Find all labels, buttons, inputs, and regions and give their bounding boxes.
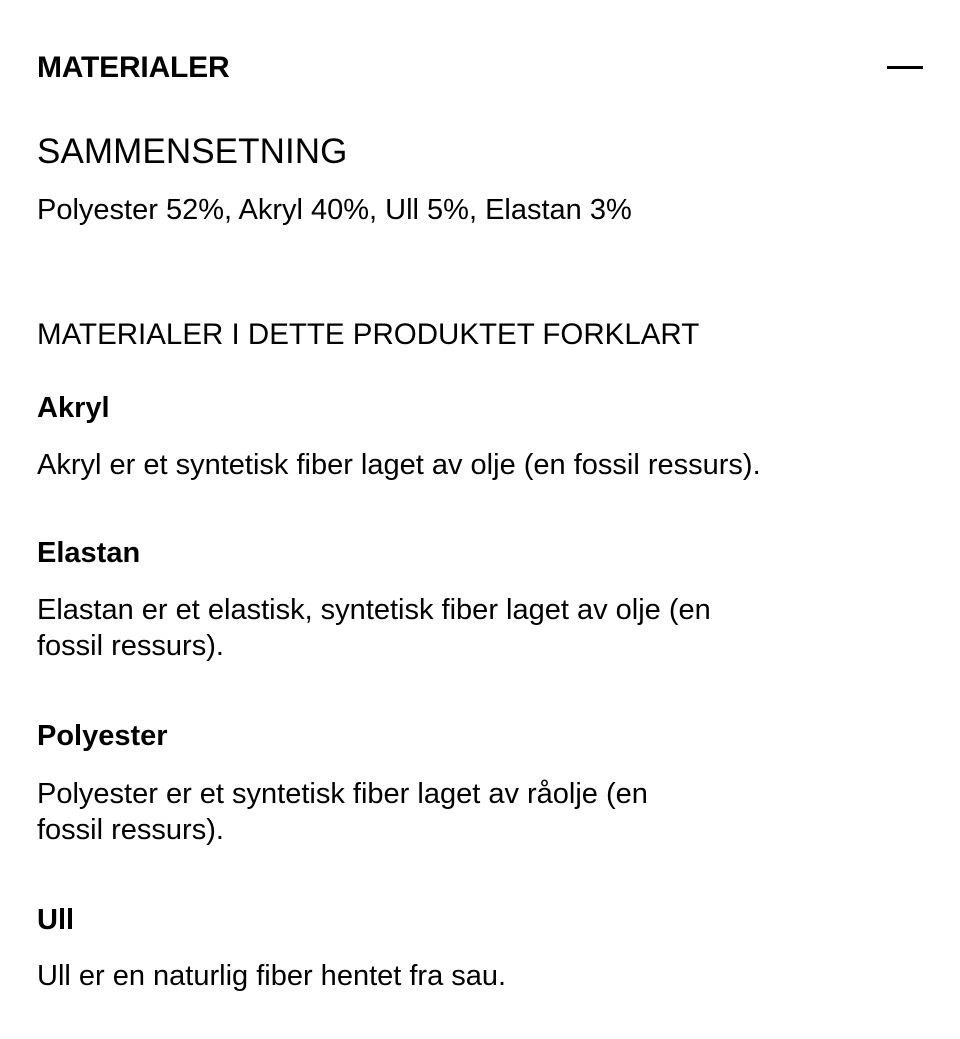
composition-heading: SAMMENSETNING <box>37 132 348 171</box>
material-name-akryl: Akryl <box>37 392 110 424</box>
material-description-ull: Ull er en naturlig fiber hentet fra sau. <box>37 960 507 992</box>
material-description-polyester-line2: fossil ressurs). <box>37 814 224 846</box>
material-description-akryl: Akryl er et syntetisk fiber laget av olje (en fossil ressurs). <box>37 449 761 481</box>
accordion-title: MATERIALER <box>37 51 230 84</box>
material-name-polyester: Polyester <box>37 720 168 752</box>
minus-icon[interactable] <box>887 56 923 80</box>
materials-accordion-header[interactable] <box>37 46 923 90</box>
material-description-elastan-line1: Elastan er et elastisk, syntetisk fiber laget av olje (en <box>37 594 711 626</box>
material-description-elastan-line2: fossil ressurs). <box>37 630 224 662</box>
materials-explained-heading: MATERIALER I DETTE PRODUKTET FORKLART <box>37 318 700 351</box>
material-description-polyester-line1: Polyester er et syntetisk fiber laget av råolje (en <box>37 778 648 810</box>
material-name-ull: Ull <box>37 904 75 936</box>
material-name-elastan: Elastan <box>37 537 141 569</box>
composition-text: Polyester 52%, Akryl 40%, Ull 5%, Elastan 3% <box>37 194 632 226</box>
